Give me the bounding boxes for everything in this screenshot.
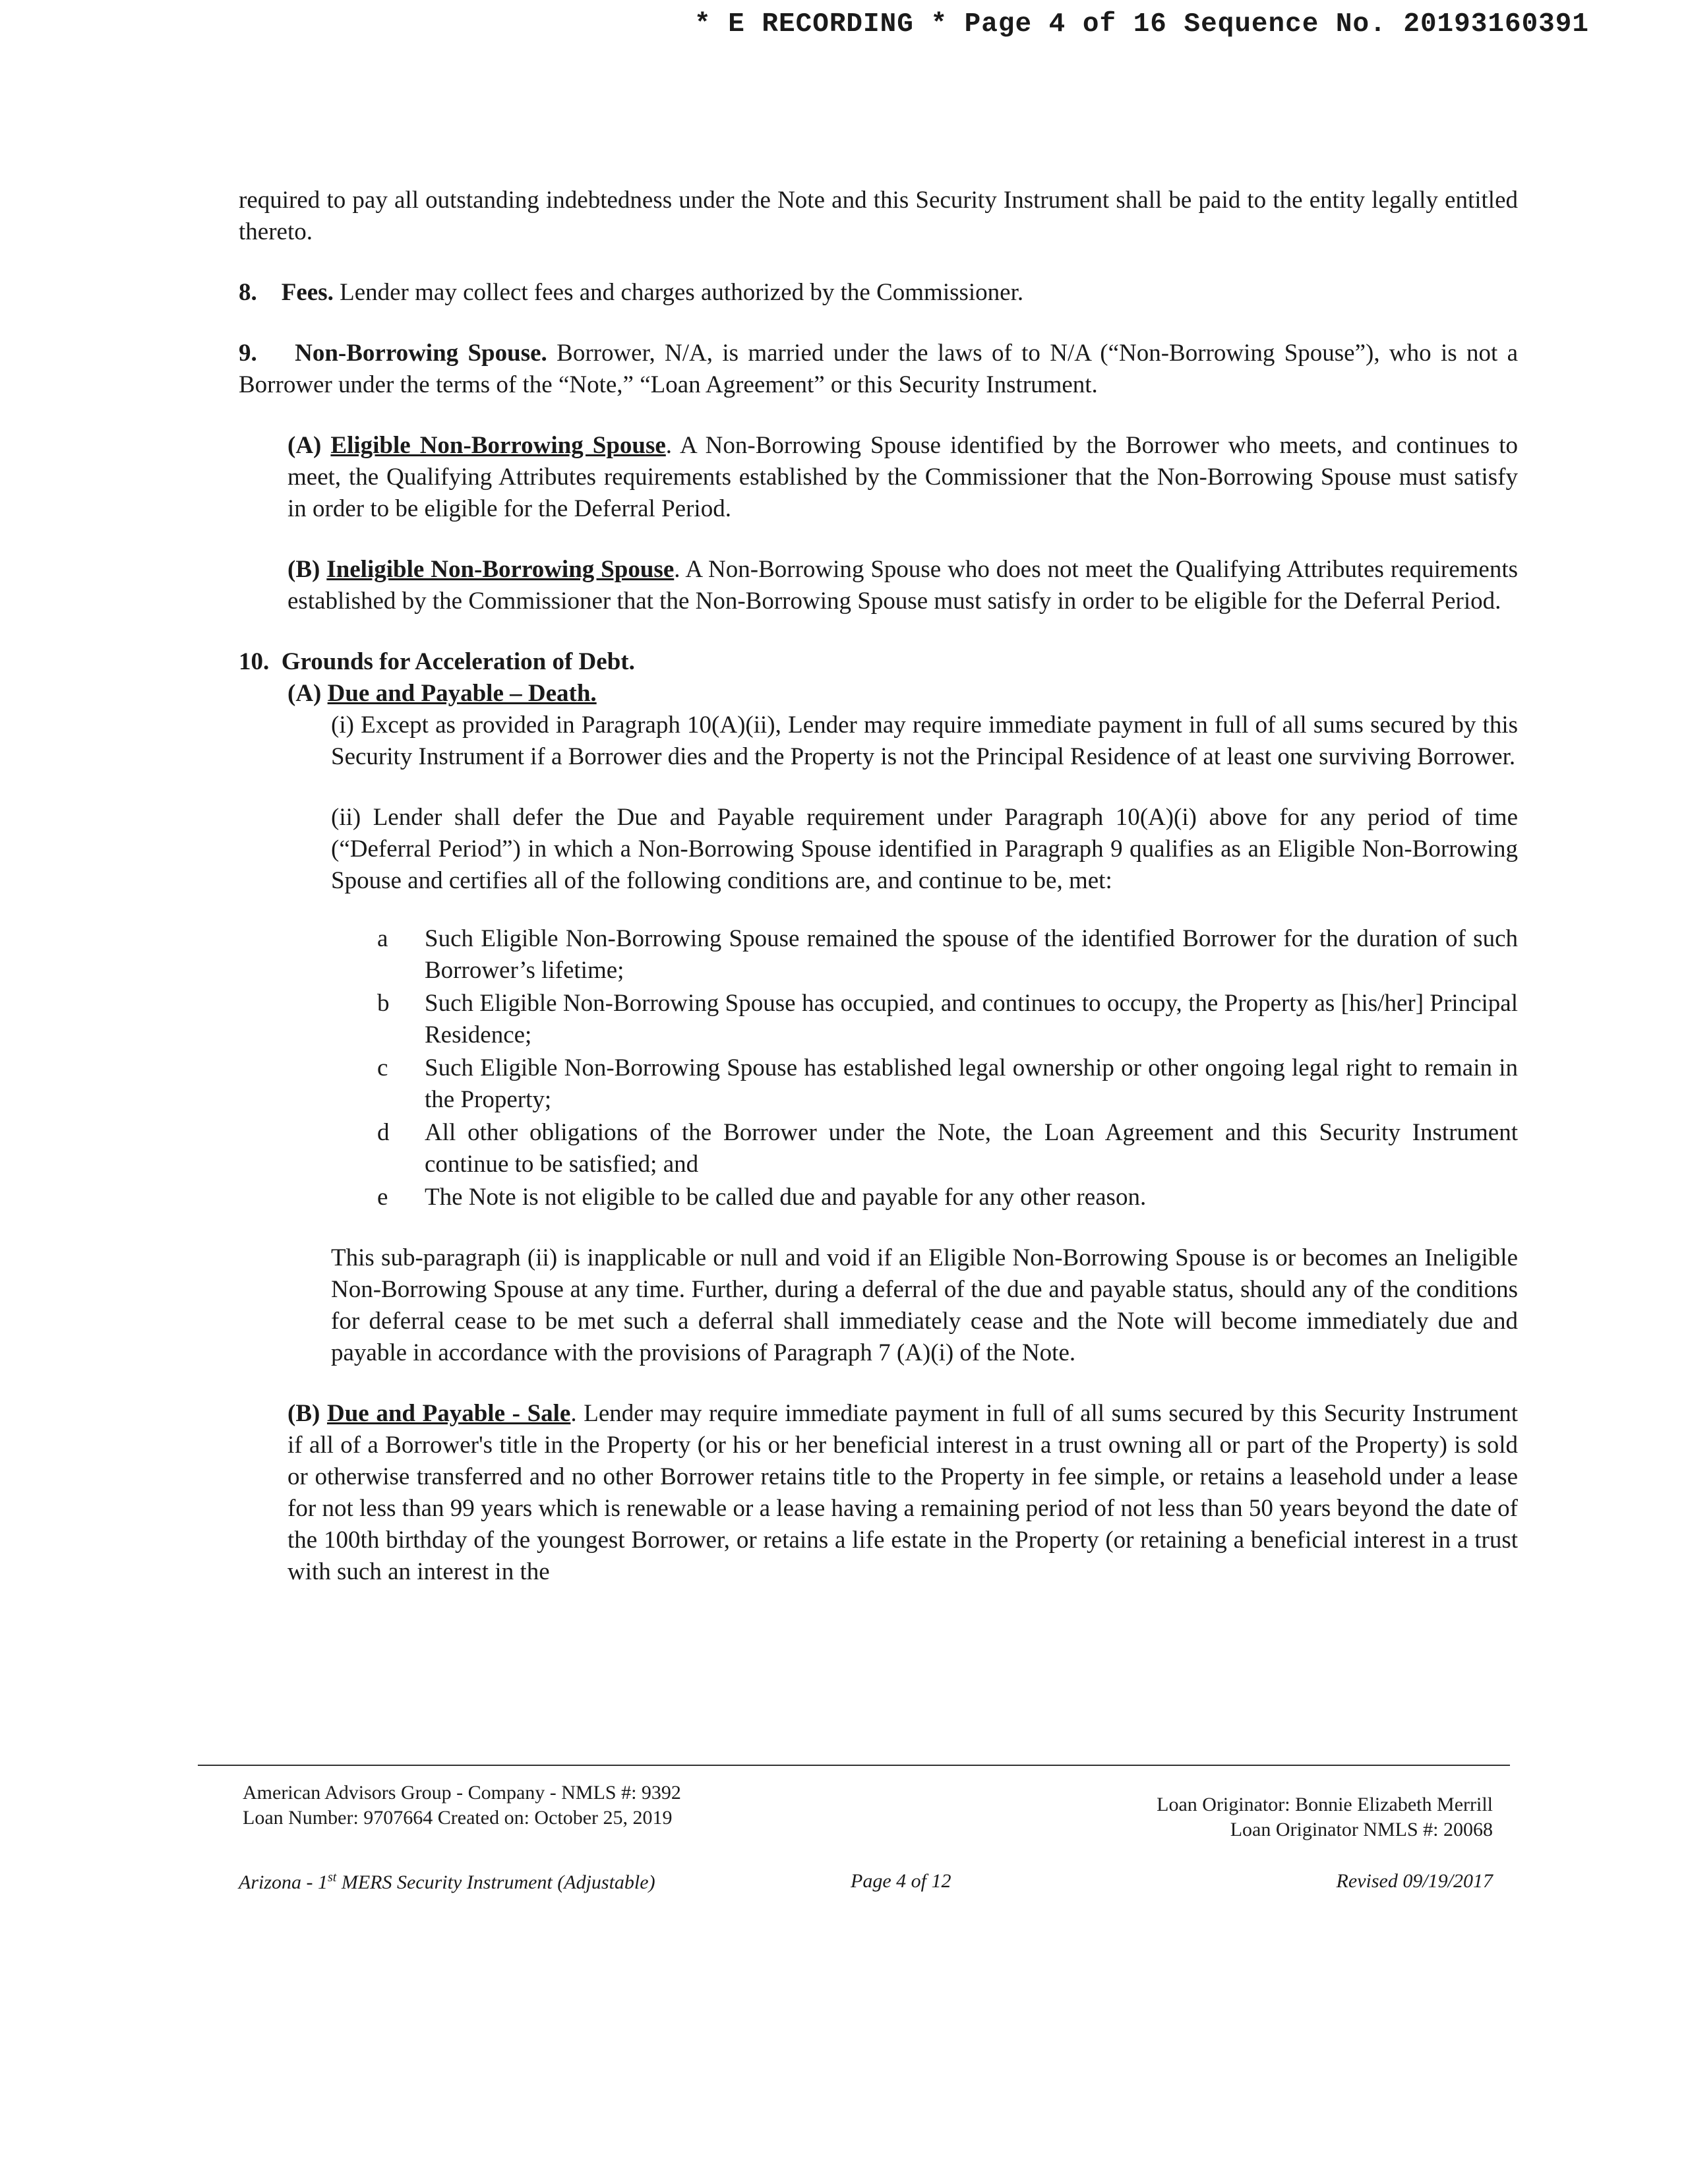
section-9 [239, 338, 1518, 401]
section-10b-text: . Lender may require immediate payment in full of all sums secured by this Security Instrument if all of a Borrower's title in the Property (or his or her beneficial interest in a trust owning all or part of the Property) is sold or otherwise transferred and no other Borrower retains title to the Property in fee simple, or retains a leasehold under a lease for not less than 99 years which is renewable or a lease having a remaining period of not less than 50 years beyond the date of the 100th birthday of the youngest Borrower, or retains a life estate in the Property (or retaining a beneficial interest in a trust with such an interest in the [287, 1400, 1519, 1585]
condition-item [377, 1182, 1518, 1213]
section-10b-label: (B) [287, 1400, 320, 1427]
form-title-suffix: MERS Security Instrument (Adjustable) [336, 1871, 655, 1893]
footer-company: American Advisors Group - Company - NMLS #: 9392 [243, 1782, 681, 1804]
section-10a-ii: (ii) Lender shall defer the Due and Payable requirement under Paragraph 10(A)(i) above for any period of time (“Deferral Period”) in which a Non-Borrowing Spouse identified in Paragraph 9 qualifies as an Eligible Non-Borrowing Spouse and certifies all of the following conditions are, and continue to be, met: [331, 804, 1518, 894]
section-8-heading: Fees. [281, 279, 334, 306]
condition-text: Such Eligible Non-Borrowing Spouse remained the spouse of the identified Borrower for the duration of such Borrower’s lifetime; [425, 925, 1518, 984]
section-9a-text: . A Non-Borrowing Spouse identified by the Borrower who meets, and continues to meet, the Qualifying Attributes requirements established by the Commissioner that the Non-Borrowing Spouse must satisfy in order to be eligible for the Deferral Period. [287, 432, 1519, 522]
section-10b-heading: Due and Payable - Sale [326, 1400, 571, 1427]
section-10a-i: (i) Except as provided in Paragraph 10(A)(ii), Lender may require immediate payment in full of all sums secured by this Security Instrument if a Borrower dies and the Property is not the Principal Residence of at least one surviving Borrower. [331, 712, 1518, 770]
section-10a-label: (A) [287, 680, 322, 707]
condition-marker: e [377, 1184, 388, 1211]
condition-marker: a [377, 925, 388, 952]
conditions-list [239, 923, 1518, 1213]
section-10-heading-line [239, 646, 1518, 678]
section-10b [239, 1398, 1518, 1588]
section-9-number: 9. [239, 340, 257, 367]
section-9a-label: (A) [287, 432, 322, 459]
condition-marker: d [377, 1119, 390, 1146]
section-9-heading: Non-Borrowing Spouse. [295, 340, 547, 367]
footer-right [1157, 1792, 1493, 1842]
condition-text: All other obligations of the Borrower under the Note, the Loan Agreement and this Security Instrument continue to be satisfied; and [425, 1119, 1518, 1178]
section-9a [239, 430, 1518, 525]
revised-date: Revised 09/19/2017 [1336, 1870, 1493, 1892]
section-9a-heading: Eligible Non-Borrowing Spouse [330, 432, 666, 459]
subparagraph-ii-note: This sub-paragraph (ii) is inapplicable or null and void if an Eligible Non-Borrowing Spouse is or becomes an Ineligible Non-Borrowing Spouse at any time. Further, during a deferral of the due and payable status, should any of the conditions for deferral cease to be met such a deferral shall immediately cease and the Note will become immediately due and payable in accordance with the provisions of Paragraph 7 (A)(i) of the Note. [331, 1244, 1518, 1366]
section-9b-text: . A Non-Borrowing Spouse who does not meet the Qualifying Attributes requirements established by the Commissioner that the Non-Borrowing Spouse must satisfy in order to be eligible for the Deferral Period. [287, 556, 1519, 615]
condition-marker: b [377, 990, 390, 1017]
section-8-text: Lender may collect fees and charges authorized by the Commissioner. [340, 279, 1024, 306]
section-9b-heading: Ineligible Non-Borrowing Spouse [326, 556, 675, 583]
condition-item [377, 988, 1518, 1051]
footer-divider [198, 1765, 1510, 1766]
section-10a-heading-line [239, 678, 1518, 710]
page-number: Page 4 of 12 [851, 1870, 951, 1892]
document-body [239, 185, 1518, 1588]
form-title-prefix: Arizona - 1 [239, 1871, 328, 1893]
section-10a-heading: Due and Payable – Death. [327, 680, 597, 707]
footer-left [243, 1780, 681, 1831]
section-10-number: 10. [239, 648, 270, 675]
condition-text: Such Eligible Non-Borrowing Spouse has established legal ownership or other ongoing legal right to remain in the Property; [425, 1054, 1518, 1113]
section-8 [239, 277, 1518, 309]
section-8-number: 8. [239, 279, 257, 306]
section-10-heading: Grounds for Acceleration of Debt. [281, 648, 635, 675]
condition-text: Such Eligible Non-Borrowing Spouse has occupied, and continues to occupy, the Property as [his/her] Principal Residence; [425, 990, 1518, 1048]
intro-paragraph: required to pay all outstanding indebtedness under the Note and this Security Instrument shall be paid to the entity legally entitled thereto. [239, 187, 1518, 245]
recording-header: * E RECORDING * Page 4 of 16 Sequence No. 20193160391 [694, 9, 1589, 40]
condition-item [377, 1117, 1518, 1180]
section-9b-label: (B) [287, 556, 320, 583]
footer-originator-nmls: Loan Originator NMLS #: 20068 [1230, 1819, 1493, 1840]
form-title [239, 1870, 655, 1894]
condition-item [377, 1052, 1518, 1116]
section-9-text: Borrower, N/A, is married under the laws of to N/A (“Non-Borrowing Spouse”), who is not a Borrower under the terms of the “Note,” “Loan Agreement” or this Security Instrument. [239, 340, 1519, 398]
section-9b [239, 554, 1518, 617]
condition-marker: c [377, 1054, 388, 1081]
footer-loan-number: Loan Number: 9707664 Created on: October 25, 2019 [243, 1807, 673, 1829]
footer-originator: Loan Originator: Bonnie Elizabeth Merrill [1157, 1794, 1493, 1815]
condition-item [377, 923, 1518, 986]
condition-text: The Note is not eligible to be called due and payable for any other reason. [425, 1184, 1147, 1211]
form-title-sup: st [328, 1870, 337, 1885]
